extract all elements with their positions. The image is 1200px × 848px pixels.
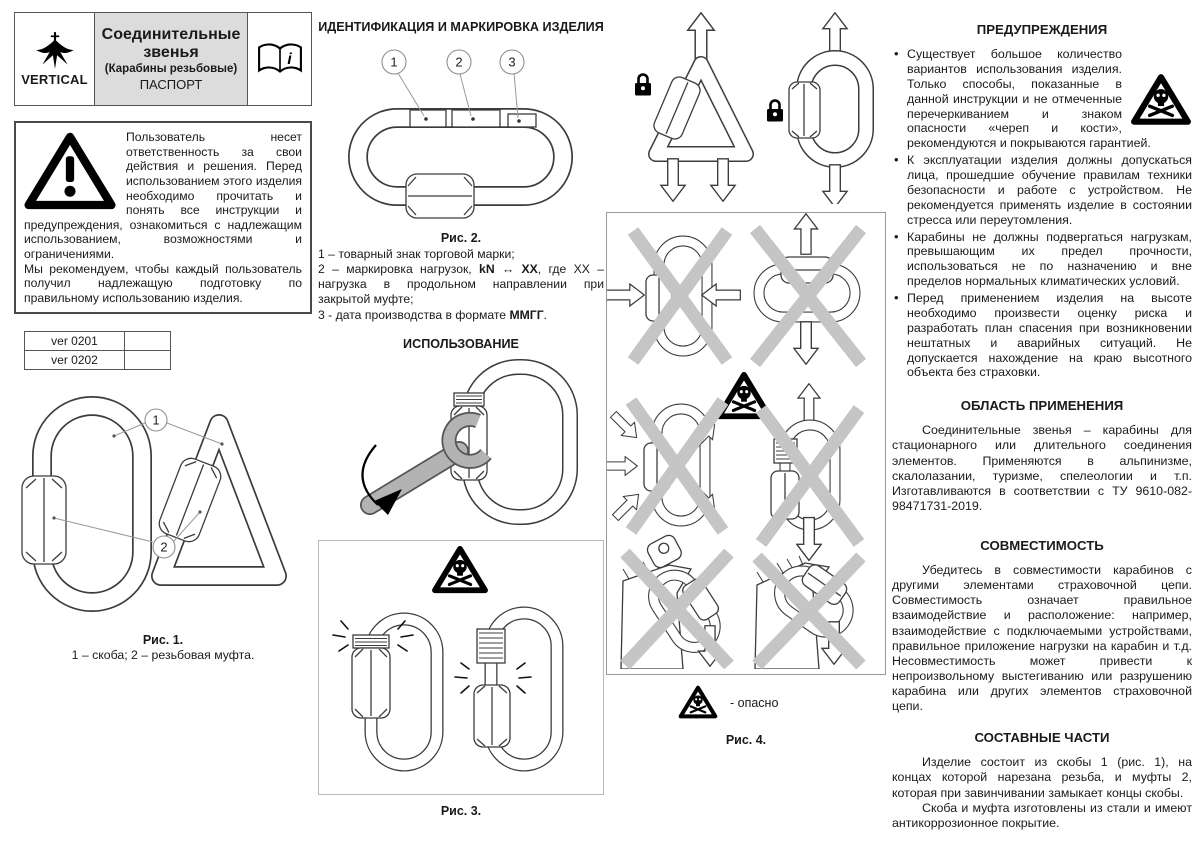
up-arrow-icon <box>798 384 820 423</box>
skull-danger-icon <box>678 685 718 721</box>
fig3-left-sleeve <box>352 648 390 718</box>
warning-bullet-text: К эксплуатации изделия должны допускаться лица, прошедшие обучение правилам техники безопасности и работе с устройством. Не рекомендуется применять изделие в состоянии стресса или переутомления. <box>907 153 1192 227</box>
table-row <box>25 350 171 369</box>
list-item <box>892 291 1192 380</box>
product-title: Соединительные звенья <box>101 25 241 61</box>
triangle-link-sleeve <box>651 75 702 142</box>
fig1-sleeve-left <box>22 476 66 564</box>
warnings-list <box>892 47 1192 380</box>
up-arrow-icon <box>823 13 847 55</box>
product-subtitle: (Карабины резьбовые) <box>104 63 238 76</box>
warning-bullet-text: Карабины не должны подвергаться нагрузкам, превышающим их предел прочности, использоваться не по назначению и вне пределов нормальных климатических условий. <box>907 229 1192 289</box>
warnings-heading: ПРЕДУПРЕЖДЕНИЯ <box>976 22 1108 37</box>
fig1-callout-2: 2 <box>160 539 168 555</box>
down-arrow-icon <box>661 159 685 201</box>
anchor-plate <box>645 533 684 570</box>
fig2-callout-2: 2 <box>455 54 463 70</box>
padlock-icon <box>635 75 651 96</box>
fig2-sleeve <box>406 174 474 218</box>
correct-loading-drawing <box>606 12 884 204</box>
warning-bullet-text: Перед применением изделия на высоте необходимо произвести оценку риска и разработать план спасения при возникновении нештатных и аварийных ситуаций. Не допускается нахождение на краю высотного объекта без страховки. <box>907 291 1192 380</box>
components-heading: СОСТАВНЫЕ ЧАСТИ <box>974 730 1110 746</box>
fig1-quick-links-drawing <box>14 390 312 624</box>
fig3-caption: Рис. 3. <box>440 803 482 818</box>
forbidden-usage-box <box>606 212 886 675</box>
marking-note-3: 3 - дата производства в формате ММГГ. <box>318 307 547 322</box>
components-text-2: Скоба и муфта изготовлены из стали и имеют антикоррозионное покрытие. <box>892 800 1192 830</box>
column-left <box>14 12 312 662</box>
usage-threaded-collar <box>454 393 484 406</box>
title-block <box>95 13 247 105</box>
usage-heading: ИСПОЛЬЗОВАНИЕ <box>403 336 519 351</box>
fig3-bad-sleeve-drawing <box>319 541 602 789</box>
responsibility-text-2: Мы рекомендуем, чтобы каждый пользователь получил надлежащую подготовку по правильному использованию изделия. <box>24 261 302 306</box>
fig3-right-sleeve <box>474 685 510 747</box>
compatibility-text: Убедитесь в совместимости карабинов с другими элементами страховочной цепи. Совместимость означает правильное взаимодействие и расположение: например, взаимодействие с подключаемыми устройствами, правильное приложение нагрузки на карабин и т.д. Несовместимость может привести к непроизвольному выстегиванию или разрушению карабина или других элементов страховочной цепи. <box>892 563 1192 714</box>
list-item <box>892 47 1192 151</box>
up-arrow-icon <box>794 214 817 255</box>
down-arrow-icon <box>794 322 818 364</box>
version-value <box>125 331 171 350</box>
marking-note-1: 1 – товарный знак торговой марки; <box>318 247 515 261</box>
oval-link-sleeve <box>789 82 820 138</box>
forbidden-usage-drawing <box>607 213 883 669</box>
fig1-caption: Рис. 1. <box>142 632 184 647</box>
fig1-callout-1: 1 <box>152 412 160 428</box>
table-row <box>25 331 171 350</box>
fig2-marking-drawing <box>318 40 604 222</box>
fig2-caption: Рис. 2. <box>440 231 482 245</box>
padlock-icon <box>767 101 783 122</box>
fig3-right-thread <box>477 629 505 663</box>
right-arrow-icon <box>607 457 637 476</box>
exclamation-warning-icon <box>24 130 116 212</box>
fig1-legend: 1 – скоба; 2 – резьбовая муфта. <box>71 647 255 662</box>
skull-danger-icon <box>1130 73 1192 133</box>
danger-legend-label: - опасно <box>730 696 779 710</box>
fig1-sleeve-right <box>156 455 224 545</box>
list-item <box>892 230 1192 290</box>
version-label: ver 0202 <box>25 350 125 369</box>
application-heading: ОБЛАСТЬ ПРИМЕНЕНИЯ <box>960 398 1124 414</box>
right-arrow-icon <box>607 284 644 306</box>
responsibility-text-1: Пользователь несет ответственность за свои действия и решения. Перед использованием этого изделия необходимо прочитать и понять все инструкции и предупреждения, ознакомиться с надлежащим использованием, возможностями и ограничениями. <box>24 130 302 262</box>
manual-icon-cell <box>247 13 311 105</box>
fig2-callout-1: 1 <box>390 54 398 70</box>
column-text <box>892 12 1192 831</box>
document-header <box>14 12 312 106</box>
identification-heading: ИДЕНТИФИКАЦИЯ И МАРКИРОВКА ИЗДЕЛИЯ <box>318 20 604 34</box>
down-arrow-icon <box>711 159 735 201</box>
marking-notes <box>318 247 604 323</box>
list-item <box>892 153 1192 227</box>
read-manual-icon <box>257 42 303 76</box>
down-arrow-icon <box>823 165 847 204</box>
version-label: ver 0201 <box>25 331 125 350</box>
column-usage-diagrams <box>606 12 886 747</box>
components-text-1: Изделие состоит из скобы 1 (рис. 1), на концах которой нарезана резьба, и муфты 2, которая при завинчивании замыкает концы скобы. <box>892 755 1192 800</box>
fig3-box <box>318 540 604 795</box>
brand-name: VERTICAL <box>21 71 88 87</box>
version-table <box>24 331 171 370</box>
danger-legend <box>678 685 886 721</box>
doc-type: ПАСПОРТ <box>139 77 203 93</box>
fig3-left-collar <box>353 635 389 648</box>
column-identification <box>318 12 604 818</box>
brand-logo-cell <box>15 13 95 105</box>
fig2-callout-3: 3 <box>508 54 516 70</box>
up-arrow-icon <box>688 13 714 59</box>
fig4-caption: Рис. 4. <box>725 733 767 747</box>
responsibility-warning-box <box>14 121 312 314</box>
usage-wrench-drawing <box>318 355 604 527</box>
application-text: Соединительные звенья – карабины для стационарного или длительного соединения элементов. Применяются в альпинизме, скалолазании, туризме, спелеологии и т.п. Изготавливаются в соответствии с ТУ 9610-082-98471731-2019. <box>892 423 1192 513</box>
marking-note-2: 2 – маркировка нагрузок, kN ↔ XX, где XX – нагрузка в продольном направлении при закрытой муфте; <box>318 262 604 307</box>
skull-danger-icon <box>435 548 485 589</box>
warning-bullet-text: Существует большое количество вариантов использования изделия. Только способы, показанные в данной инструкции и не отмеченные перечеркиванием и знаком опасности «череп и кости», рекомендуются и покрываются гарантией. <box>907 47 1151 151</box>
compatibility-heading: СОВМЕСТИМОСТЬ <box>980 538 1104 553</box>
version-value <box>125 350 171 369</box>
svg-text:i: i <box>286 51 292 69</box>
vertical-logo-icon <box>34 32 76 70</box>
